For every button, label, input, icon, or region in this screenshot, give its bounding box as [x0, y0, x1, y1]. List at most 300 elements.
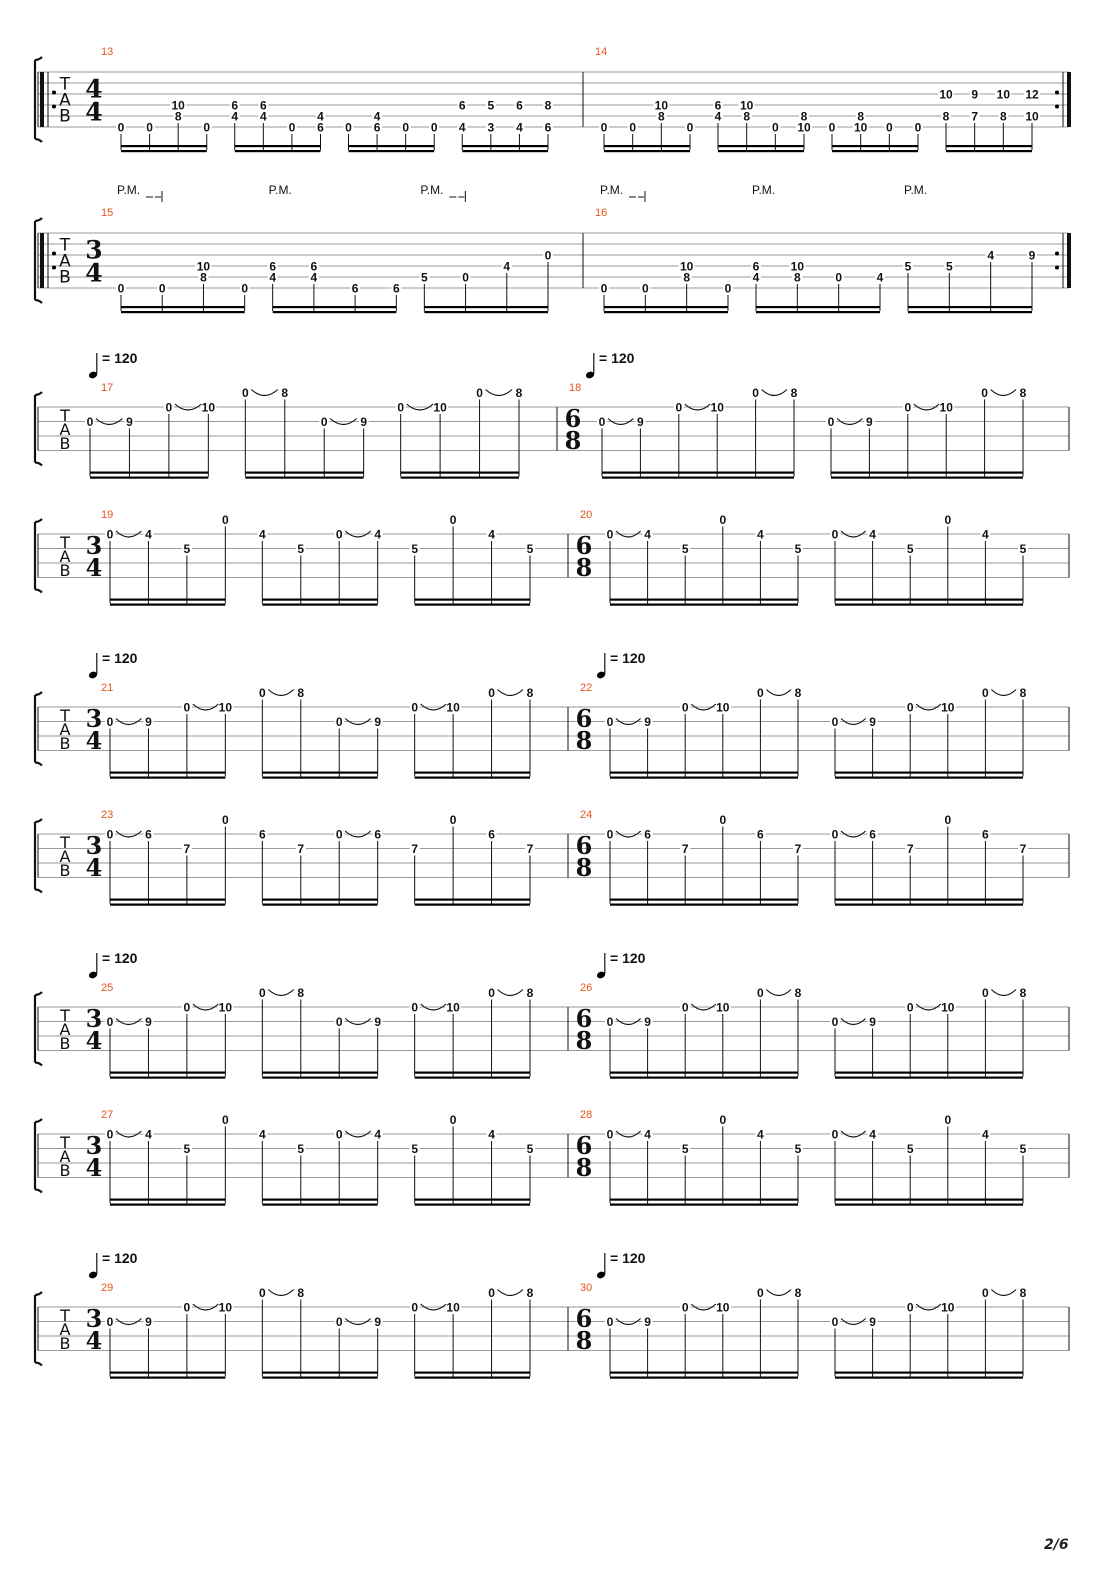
- beam-16th: [610, 777, 798, 779]
- time-signature-bottom: 4: [85, 1025, 103, 1055]
- time-signature-bottom: 4: [85, 852, 103, 882]
- fret-number: 8: [281, 386, 289, 400]
- fret-number: 6: [258, 827, 266, 842]
- fret-number: 9: [866, 415, 873, 429]
- fret-number: 6: [644, 827, 651, 842]
- fret-number: 7: [183, 842, 191, 856]
- measure-number: 17: [101, 382, 114, 394]
- beam-16th: [110, 1072, 225, 1074]
- fret-number: 0: [335, 527, 343, 542]
- fret-number: 4: [374, 527, 382, 542]
- fret-number: 0: [106, 1127, 114, 1142]
- fret-number: 6: [714, 98, 722, 113]
- fret-number: 4: [869, 527, 876, 542]
- time-signature-top: 6: [575, 1003, 593, 1033]
- tab-clef-letter: B: [59, 1160, 71, 1180]
- hammer-on-arc: [498, 990, 523, 996]
- beam-16th: [415, 777, 530, 779]
- beam-16th: [110, 1372, 225, 1374]
- fret-number: 10: [446, 700, 460, 715]
- beam-16th: [424, 306, 548, 308]
- measure-number: 24: [580, 809, 593, 821]
- beam-16th: [415, 899, 530, 901]
- fret-number: 4: [869, 1127, 876, 1142]
- fret-number: 0: [288, 120, 296, 135]
- beam-16th: [610, 1204, 798, 1206]
- fret-number: 0: [411, 1300, 419, 1315]
- beam-16th: [604, 306, 728, 308]
- fret-number: 5: [420, 270, 428, 285]
- beam-16th: [835, 1072, 1023, 1074]
- fret-number: 6: [145, 827, 152, 842]
- tab-clef-letter: B: [59, 1033, 71, 1053]
- fret-number: 8: [942, 109, 950, 124]
- hammer-on-arc: [268, 1290, 293, 1296]
- tab-clef-letter: T: [60, 532, 70, 552]
- fret-number: 4: [714, 109, 722, 124]
- fret-number: 0: [430, 120, 438, 135]
- fret-number: 6: [544, 120, 552, 135]
- beam-16th: [401, 472, 519, 474]
- fret-number: 0: [203, 120, 211, 135]
- tab-clef-letter: T: [59, 235, 71, 256]
- tab-clef-letter: A: [59, 719, 71, 739]
- beam-16th: [602, 477, 794, 479]
- beam-16th: [610, 1077, 798, 1079]
- fret-number: 8: [793, 270, 801, 285]
- fret-number: 0: [606, 527, 614, 542]
- hammer-on-arc: [766, 1290, 791, 1296]
- fret-number: 6: [869, 827, 876, 842]
- fret-number: 8: [297, 1286, 305, 1300]
- beam-16th: [273, 311, 397, 313]
- fret-number: 0: [241, 281, 249, 296]
- fret-number: 0: [146, 120, 153, 135]
- fret-number: 10: [716, 700, 730, 715]
- beam-16th: [110, 777, 225, 779]
- time-signature-top: 3: [85, 1003, 103, 1033]
- hammer-on-arc: [268, 690, 293, 696]
- beam-16th: [756, 306, 880, 308]
- time-signature-bottom: 4: [85, 258, 103, 288]
- fret-number: 0: [944, 813, 952, 827]
- fret-number: 5: [297, 1142, 305, 1156]
- fret-number: 0: [906, 700, 914, 715]
- beam-16th: [462, 150, 548, 152]
- fret-number: 8: [200, 270, 207, 285]
- fret-number: 8: [790, 386, 798, 400]
- fret-number: 8: [174, 109, 182, 124]
- tab-clef-letter: T: [60, 832, 70, 852]
- measure-number: 18: [569, 382, 582, 394]
- tab-clef-letter: T: [60, 1305, 70, 1325]
- tab-clef-letter: T: [60, 1005, 70, 1025]
- beam-16th: [262, 1199, 377, 1201]
- palm-mute-label: P.M.: [420, 183, 444, 197]
- measure-number: 21: [101, 682, 114, 694]
- fret-number: 10: [201, 400, 216, 415]
- fret-number: 5: [297, 542, 305, 556]
- fret-number: 0: [681, 1300, 689, 1315]
- fret-number: 4: [488, 527, 495, 542]
- fret-number: 5: [681, 1142, 689, 1156]
- fret-number: 10: [218, 1000, 233, 1015]
- beam-16th: [604, 145, 690, 147]
- fret-number: 0: [165, 400, 173, 415]
- fret-number: 5: [526, 1142, 534, 1156]
- fret-number: 10: [939, 87, 953, 102]
- fret-number: 0: [719, 813, 727, 827]
- measure-number: 29: [101, 1282, 114, 1294]
- time-signature-bottom: 4: [85, 725, 103, 755]
- fret-number: 4: [982, 1127, 989, 1142]
- fret-number: 4: [259, 109, 267, 124]
- fret-number: 0: [982, 986, 989, 1000]
- fret-number: 0: [221, 1113, 229, 1127]
- beam-16th: [610, 604, 798, 606]
- fret-number: 10: [941, 1300, 955, 1315]
- fret-number: 0: [724, 281, 732, 296]
- fret-number: 0: [606, 827, 614, 842]
- time-signature-bottom: 8: [575, 852, 593, 882]
- fret-number: 8: [683, 270, 691, 285]
- beam-16th: [415, 1204, 530, 1206]
- hammer-on-arc: [251, 390, 277, 396]
- time-signature-top: 6: [575, 830, 593, 860]
- fret-number: 5: [904, 259, 912, 274]
- beam-16th: [415, 772, 530, 774]
- fret-number: 10: [996, 87, 1011, 102]
- fret-number: 0: [681, 700, 689, 715]
- beam-16th: [718, 145, 804, 147]
- repeat-dot: [1055, 105, 1059, 109]
- beam-16th: [610, 772, 798, 774]
- fret-number: 4: [258, 1127, 266, 1142]
- fret-number: 6: [351, 281, 359, 296]
- tab-clef-letter: A: [59, 419, 71, 439]
- hammer-on-arc: [498, 690, 523, 696]
- fret-number: 0: [158, 281, 166, 296]
- tab-system-7: [35, 953, 1069, 1079]
- beam-16th: [832, 150, 918, 152]
- beam-16th: [349, 145, 435, 147]
- fret-number: 0: [629, 120, 637, 135]
- time-signature-bottom: 8: [575, 1325, 593, 1355]
- page-number: 2/6: [1044, 1537, 1069, 1553]
- fret-number: 4: [317, 109, 324, 124]
- fret-number: 0: [488, 1286, 495, 1300]
- beam-16th: [835, 604, 1023, 606]
- tempo-marking: = 120: [610, 950, 646, 966]
- fret-number: 9: [869, 1015, 876, 1029]
- tab-clef-letter: T: [60, 705, 70, 725]
- time-signature-top: 3: [85, 530, 103, 560]
- tab-system-4: [35, 514, 1069, 606]
- fret-number: 6: [458, 98, 466, 113]
- tempo-marking: = 120: [102, 1250, 138, 1266]
- fret-number: 5: [183, 542, 191, 556]
- fret-number: 8: [857, 109, 865, 124]
- fret-number: 0: [320, 415, 328, 429]
- beam-16th: [835, 599, 1023, 601]
- beam-16th: [110, 604, 225, 606]
- beam-16th: [401, 477, 519, 479]
- fret-number: 9: [869, 1315, 876, 1329]
- fret-number: 5: [906, 1142, 914, 1156]
- time-signature-top: 3: [85, 1130, 103, 1160]
- fret-number: 0: [757, 986, 764, 1000]
- fret-number: 9: [145, 1015, 152, 1029]
- fret-number: 4: [488, 1127, 495, 1142]
- fret-number: 9: [971, 87, 979, 102]
- beam-16th: [262, 599, 377, 601]
- fret-number: 8: [1019, 386, 1027, 400]
- fret-number: 0: [476, 386, 483, 400]
- beam-16th: [604, 311, 728, 313]
- fret-number: 0: [771, 120, 779, 135]
- hammer-on-arc: [268, 990, 293, 996]
- fret-number: 8: [1019, 1286, 1027, 1300]
- fret-number: 4: [310, 270, 318, 285]
- measure-number: 23: [101, 809, 114, 821]
- beam-16th: [424, 311, 548, 313]
- tempo-marking: = 120: [102, 650, 138, 666]
- hammer-on-arc: [991, 1290, 1016, 1296]
- fret-number: 0: [981, 386, 988, 400]
- fret-number: 0: [606, 715, 614, 729]
- beam-16th: [262, 1072, 377, 1074]
- tempo-marking: = 120: [102, 350, 138, 366]
- tab-clef-letter: B: [59, 267, 71, 288]
- fret-number: 5: [945, 259, 953, 274]
- fret-number: 9: [1028, 248, 1036, 263]
- fret-number: 0: [449, 1113, 457, 1127]
- beam-16th: [415, 1372, 530, 1374]
- fret-number: 10: [716, 1000, 730, 1015]
- fret-number: 10: [446, 1000, 460, 1015]
- fret-number: 0: [827, 415, 835, 429]
- fret-number: 10: [446, 1300, 460, 1315]
- beam-16th: [415, 904, 530, 906]
- fret-number: 0: [106, 527, 114, 542]
- fret-number: 8: [526, 986, 534, 1000]
- fret-number: 5: [794, 542, 802, 556]
- fret-number: 0: [982, 686, 989, 700]
- fret-number: 7: [1019, 842, 1027, 856]
- fret-number: 4: [503, 259, 511, 274]
- fret-number: 8: [794, 986, 802, 1000]
- beam-16th: [121, 306, 245, 308]
- palm-mute-label: P.M.: [752, 183, 776, 197]
- fret-number: 0: [598, 415, 606, 429]
- fret-number: 7: [526, 842, 534, 856]
- fret-number: 0: [544, 248, 552, 263]
- beam-16th: [832, 145, 918, 147]
- fret-number: 0: [982, 1286, 989, 1300]
- fret-number: 10: [171, 98, 185, 113]
- measure-number: 20: [580, 509, 593, 521]
- fret-number: 0: [117, 281, 125, 296]
- measure-number: 19: [101, 509, 114, 521]
- fret-number: 0: [686, 120, 694, 135]
- fret-number: 10: [739, 98, 754, 113]
- fret-number: 0: [831, 527, 839, 542]
- fret-number: 6: [374, 827, 382, 842]
- beam-16th: [415, 1377, 530, 1379]
- fret-number: 10: [218, 700, 233, 715]
- beam-16th: [262, 899, 377, 901]
- fret-number: 12: [1025, 87, 1039, 102]
- fret-number: 6: [259, 98, 267, 113]
- time-signature-bottom: 8: [575, 1025, 593, 1055]
- beam-16th: [110, 772, 225, 774]
- tempo-marking: = 120: [610, 650, 646, 666]
- beam-16th: [831, 472, 1023, 474]
- time-signature-top: 6: [575, 1303, 593, 1333]
- beam-16th: [235, 150, 321, 152]
- fret-number: 0: [681, 1000, 689, 1015]
- fret-number: 8: [297, 986, 305, 1000]
- fret-number: 0: [752, 386, 759, 400]
- beam-16th: [262, 1077, 377, 1079]
- fret-number: 0: [462, 270, 469, 285]
- palm-mute-label: P.M.: [117, 183, 141, 197]
- beam-16th: [121, 150, 207, 152]
- fret-number: 0: [335, 715, 343, 729]
- tab-clef-letter: T: [59, 74, 71, 95]
- beam-16th: [110, 1077, 225, 1079]
- measure-number: 26: [580, 982, 593, 994]
- hammer-on-arc: [498, 1290, 523, 1296]
- time-signature-bottom: 8: [575, 552, 593, 582]
- fret-number: 0: [258, 686, 266, 700]
- fret-number: 0: [86, 415, 94, 429]
- tab-system-8: [35, 1114, 1069, 1206]
- fret-number: 9: [869, 715, 876, 729]
- fret-number: 9: [374, 1315, 382, 1329]
- fret-number: 10: [218, 1300, 233, 1315]
- fret-number: 6: [757, 827, 764, 842]
- beam-16th: [121, 145, 207, 147]
- fret-number: 9: [644, 1015, 651, 1029]
- time-signature-top: 3: [85, 703, 103, 733]
- beam-16th: [273, 306, 397, 308]
- time-signature-bottom: 4: [85, 97, 103, 127]
- fret-number: 9: [374, 715, 382, 729]
- beam-16th: [415, 1077, 530, 1079]
- fret-number: 10: [433, 400, 447, 415]
- fret-number: 8: [297, 686, 305, 700]
- beam-16th: [835, 772, 1023, 774]
- fret-number: 0: [335, 1015, 343, 1029]
- fret-number: 10: [941, 700, 955, 715]
- fret-number: 0: [345, 120, 352, 135]
- fret-number: 8: [1019, 686, 1027, 700]
- fret-number: 0: [904, 400, 912, 415]
- tempo-marking: = 120: [102, 950, 138, 966]
- beam-16th: [835, 899, 1023, 901]
- fret-number: 10: [790, 259, 805, 274]
- fret-number: 8: [999, 109, 1007, 124]
- measure-number: 30: [580, 1282, 593, 1294]
- tab-clef-letter: T: [60, 405, 70, 425]
- fret-number: 10: [654, 98, 669, 113]
- fret-number: 0: [488, 986, 495, 1000]
- hammer-on-arc: [991, 390, 1016, 396]
- fret-number: 0: [335, 1315, 343, 1329]
- fret-number: 0: [106, 715, 114, 729]
- fret-number: 5: [906, 542, 914, 556]
- fret-number: 4: [458, 120, 466, 135]
- fret-number: 4: [145, 1127, 152, 1142]
- fret-number: 6: [373, 120, 381, 135]
- fret-number: 8: [526, 686, 534, 700]
- fret-number: 5: [183, 1142, 191, 1156]
- fret-number: 9: [145, 715, 152, 729]
- tab-clef-letter: A: [59, 251, 71, 272]
- fret-number: 0: [944, 1113, 952, 1127]
- palm-mute-label: P.M.: [904, 183, 928, 197]
- fret-number: 0: [449, 813, 457, 827]
- fret-number: 6: [752, 259, 760, 274]
- fret-number: 6: [317, 120, 324, 135]
- beam-16th: [90, 472, 208, 474]
- fret-number: 7: [681, 842, 689, 856]
- fret-number: 4: [752, 270, 760, 285]
- time-signature-top: 4: [85, 74, 103, 104]
- hammer-on-arc: [766, 690, 791, 696]
- tab-clef-letter: A: [59, 846, 71, 866]
- fret-number: 5: [794, 1142, 802, 1156]
- tab-clef-letter: A: [59, 546, 71, 566]
- beam-16th: [415, 599, 530, 601]
- tab-clef-letter: A: [59, 1319, 71, 1339]
- measure-number: 14: [595, 46, 608, 58]
- fret-number: 5: [526, 542, 534, 556]
- beam-16th: [110, 1377, 225, 1379]
- beam-16th: [756, 311, 880, 313]
- beam-16th: [835, 1077, 1023, 1079]
- fret-number: 0: [831, 1015, 839, 1029]
- fret-number: 10: [939, 400, 953, 415]
- beam-16th: [610, 1199, 798, 1201]
- beam-16th: [835, 904, 1023, 906]
- fret-number: 9: [360, 415, 368, 429]
- beam-16th: [110, 1204, 225, 1206]
- measure-number: 25: [101, 982, 114, 994]
- beam-16th: [110, 1199, 225, 1201]
- beam-16th: [610, 1372, 798, 1374]
- beam-16th: [262, 1204, 377, 1206]
- fret-number: 4: [982, 527, 989, 542]
- beam-16th: [245, 477, 363, 479]
- fret-number: 0: [757, 686, 764, 700]
- fret-number: 0: [835, 270, 843, 285]
- fret-number: 4: [644, 1127, 651, 1142]
- fret-number: 4: [876, 270, 884, 285]
- beam-16th: [831, 477, 1023, 479]
- tab-clef-letter: T: [60, 1132, 70, 1152]
- fret-number: 9: [644, 1315, 651, 1329]
- tab-clef-letter: B: [59, 1333, 71, 1353]
- fret-number: 0: [397, 400, 405, 415]
- fret-number: 4: [373, 109, 381, 124]
- time-signature-top: 6: [575, 1130, 593, 1160]
- fret-number: 0: [258, 1286, 266, 1300]
- fret-number: 0: [241, 386, 249, 400]
- fret-number: 5: [411, 1142, 419, 1156]
- beam-16th: [835, 1199, 1023, 1201]
